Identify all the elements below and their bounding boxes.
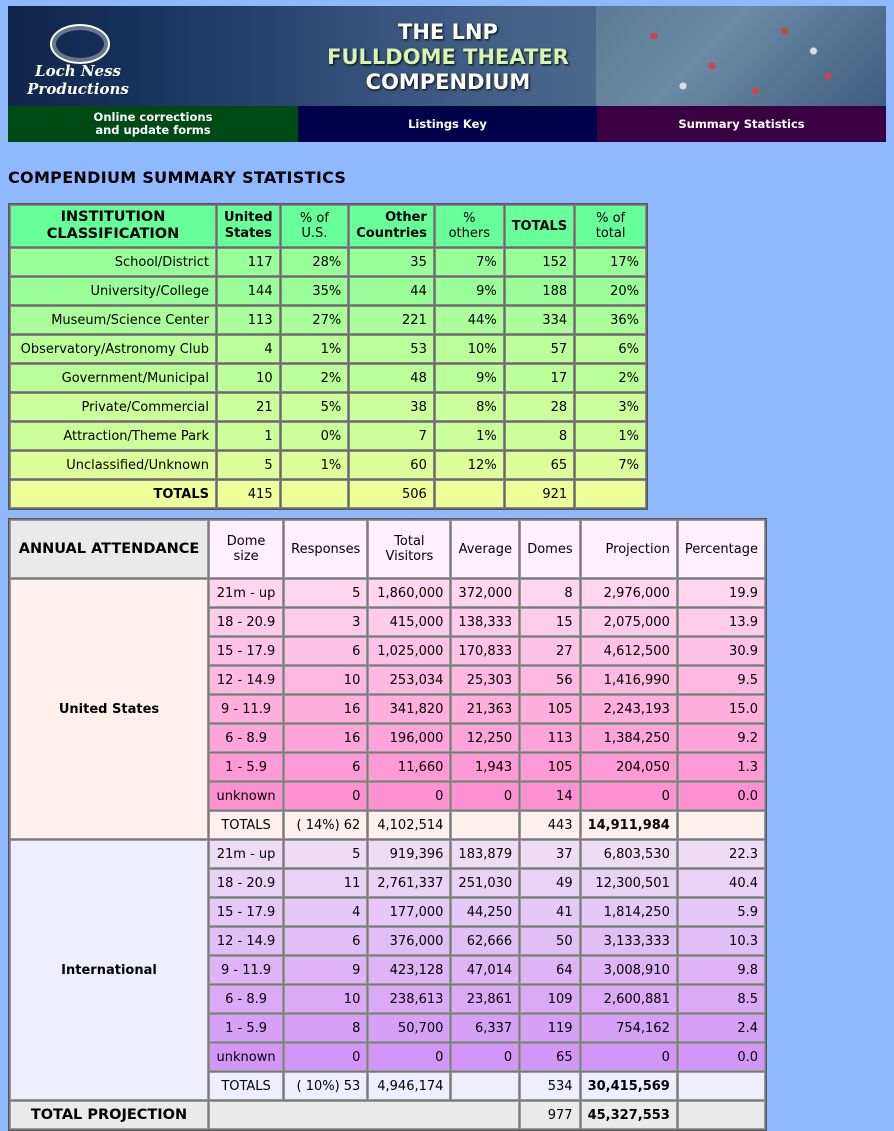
totals-label: TOTALS <box>209 1072 283 1100</box>
domes: 119 <box>520 1014 579 1042</box>
page-title: COMPENDIUM SUMMARY STATISTICS <box>8 168 347 187</box>
pct-total: 6% <box>575 335 646 363</box>
empty-cell <box>678 811 765 839</box>
us-count: 21 <box>217 393 280 421</box>
dome-size: 21m - up <box>209 840 283 868</box>
total-visitors: 919,396 <box>368 840 450 868</box>
header-us-line-1: United <box>224 210 273 225</box>
projection: 4,612,500 <box>581 637 677 665</box>
responses: 5 <box>284 840 367 868</box>
pct-other: 7% <box>435 248 504 276</box>
attendance-header-row <box>10 520 765 578</box>
pct-other: 8% <box>435 393 504 421</box>
dome-size: 15 - 17.9 <box>209 637 283 665</box>
projection: 2,976,000 <box>581 579 677 607</box>
header-dome-size: Dome size <box>209 520 283 578</box>
pct-us: 5% <box>281 393 349 421</box>
header-responses: Responses <box>284 520 367 578</box>
domes: 50 <box>520 927 579 955</box>
classification-label: Unclassified/Unknown <box>10 451 216 479</box>
projection: 3,133,333 <box>581 927 677 955</box>
dome-size: 6 - 8.9 <box>209 724 283 752</box>
classification-label: Private/Commercial <box>10 393 216 421</box>
grand-domes: 977 <box>520 1101 579 1129</box>
dome-size: 1 - 5.9 <box>209 753 283 781</box>
average: 251,030 <box>451 869 519 897</box>
projection-total: 30,415,569 <box>581 1072 677 1100</box>
total-count: 152 <box>505 248 575 276</box>
nav-corrections-line-2: and update forms <box>95 123 211 137</box>
domes: 64 <box>520 956 579 984</box>
percentage: 15.0 <box>678 695 765 723</box>
pct-total: 1% <box>575 422 646 450</box>
empty-cell <box>209 1101 519 1129</box>
average: 138,333 <box>451 608 519 636</box>
total-visitors: 0 <box>368 782 450 810</box>
responses: 16 <box>284 695 367 723</box>
loch-ness-logo[interactable] <box>18 18 138 98</box>
dome-size: 9 - 11.9 <box>209 695 283 723</box>
percentage: 8.5 <box>678 985 765 1013</box>
responses: 10 <box>284 985 367 1013</box>
projection: 2,243,193 <box>581 695 677 723</box>
pct-total: 36% <box>575 306 646 334</box>
pct-us: 0% <box>281 422 349 450</box>
header-projection: Projection <box>581 520 677 578</box>
grand-total: 921 <box>505 480 575 508</box>
total-count: 28 <box>505 393 575 421</box>
responses: 6 <box>284 637 367 665</box>
average: 0 <box>451 1043 519 1071</box>
header-other-countries <box>349 205 434 247</box>
projection: 6,803,530 <box>581 840 677 868</box>
other-count: 44 <box>349 277 434 305</box>
domes: 15 <box>520 608 579 636</box>
average: 47,014 <box>451 956 519 984</box>
other-count: 221 <box>349 306 434 334</box>
classification-row <box>10 364 646 392</box>
header-united-states <box>217 205 280 247</box>
average: 183,879 <box>451 840 519 868</box>
classification-row <box>10 451 646 479</box>
responses: 10 <box>284 666 367 694</box>
empty-cell <box>451 1072 519 1100</box>
projection: 12,300,501 <box>581 869 677 897</box>
responses: 16 <box>284 724 367 752</box>
responses-total: ( 10%) 53 <box>284 1072 367 1100</box>
empty-cell <box>281 480 349 508</box>
projection: 2,075,000 <box>581 608 677 636</box>
pct-other: 9% <box>435 277 504 305</box>
percentage: 9.2 <box>678 724 765 752</box>
dome-size: 1 - 5.9 <box>209 1014 283 1042</box>
projection: 3,008,910 <box>581 956 677 984</box>
pct-total: 7% <box>575 451 646 479</box>
total-count: 57 <box>505 335 575 363</box>
total-visitors: 341,820 <box>368 695 450 723</box>
domes: 105 <box>520 753 579 781</box>
percentage: 2.4 <box>678 1014 765 1042</box>
empty-cell <box>575 480 646 508</box>
total-projection-row <box>10 1101 765 1129</box>
classification-label: School/District <box>10 248 216 276</box>
visitors-total: 4,102,514 <box>368 811 450 839</box>
domes: 113 <box>520 724 579 752</box>
total-visitors: 1,860,000 <box>368 579 450 607</box>
average: 372,000 <box>451 579 519 607</box>
total-visitors: 1,025,000 <box>368 637 450 665</box>
header-percentage: Percentage <box>678 520 765 578</box>
us-count: 5 <box>217 451 280 479</box>
us-count: 144 <box>217 277 280 305</box>
percentage: 22.3 <box>678 840 765 868</box>
banner-title <box>308 20 588 95</box>
map-decoration <box>596 6 886 106</box>
responses: 6 <box>284 753 367 781</box>
percentage: 30.9 <box>678 637 765 665</box>
classification-row <box>10 422 646 450</box>
classification-row <box>10 248 646 276</box>
classification-label: Museum/Science Center <box>10 306 216 334</box>
percentage: 13.9 <box>678 608 765 636</box>
domes: 41 <box>520 898 579 926</box>
total-count: 188 <box>505 277 575 305</box>
pct-total: 2% <box>575 364 646 392</box>
pct-us: 1% <box>281 451 349 479</box>
us-count: 113 <box>217 306 280 334</box>
us-count: 4 <box>217 335 280 363</box>
visitors-total: 4,946,174 <box>368 1072 450 1100</box>
nessie-swirl-icon <box>50 24 110 64</box>
dome-size: 12 - 14.9 <box>209 927 283 955</box>
percentage: 9.5 <box>678 666 765 694</box>
dome-size: 15 - 17.9 <box>209 898 283 926</box>
percentage: 19.9 <box>678 579 765 607</box>
domes: 8 <box>520 579 579 607</box>
domes: 49 <box>520 869 579 897</box>
pct-us: 35% <box>281 277 349 305</box>
projection: 754,162 <box>581 1014 677 1042</box>
responses: 0 <box>284 1043 367 1071</box>
projection: 1,384,250 <box>581 724 677 752</box>
domes: 14 <box>520 782 579 810</box>
projection: 2,600,881 <box>581 985 677 1013</box>
pct-total: 17% <box>575 248 646 276</box>
header-pct-others: % others <box>435 205 504 247</box>
other-count: 53 <box>349 335 434 363</box>
empty-cell <box>451 811 519 839</box>
header-totals: TOTALS <box>505 205 575 247</box>
percentage: 9.8 <box>678 956 765 984</box>
percentage: 1.3 <box>678 753 765 781</box>
logo-line-1: Loch Ness <box>35 62 121 80</box>
us-total: 415 <box>217 480 280 508</box>
total-count: 8 <box>505 422 575 450</box>
responses: 5 <box>284 579 367 607</box>
nav-corrections-link[interactable] <box>8 106 298 142</box>
average: 62,666 <box>451 927 519 955</box>
total-visitors: 376,000 <box>368 927 450 955</box>
banner-title-line-2: FULLDOME THEATER <box>327 45 569 69</box>
average: 44,250 <box>451 898 519 926</box>
classification-row <box>10 335 646 363</box>
percentage: 5.9 <box>678 898 765 926</box>
dome-size: 18 - 20.9 <box>209 869 283 897</box>
total-projection-label: TOTAL PROJECTION <box>10 1101 208 1129</box>
domes-total: 534 <box>520 1072 579 1100</box>
domes: 27 <box>520 637 579 665</box>
projection: 1,814,250 <box>581 898 677 926</box>
dome-size: unknown <box>209 782 283 810</box>
other-count: 7 <box>349 422 434 450</box>
grand-projection: 45,327,553 <box>581 1101 677 1129</box>
domes: 65 <box>520 1043 579 1071</box>
percentage: 0.0 <box>678 782 765 810</box>
average: 21,363 <box>451 695 519 723</box>
domes: 109 <box>520 985 579 1013</box>
responses: 3 <box>284 608 367 636</box>
header-pct-us: % of U.S. <box>281 205 349 247</box>
responses: 0 <box>284 782 367 810</box>
pct-other: 44% <box>435 306 504 334</box>
pct-total: 3% <box>575 393 646 421</box>
logo-line-2: Productions <box>27 80 129 98</box>
us-count: 10 <box>217 364 280 392</box>
total-visitors: 415,000 <box>368 608 450 636</box>
total-visitors: 253,034 <box>368 666 450 694</box>
classification-label: Observatory/Astronomy Club <box>10 335 216 363</box>
total-visitors: 11,660 <box>368 753 450 781</box>
total-visitors: 238,613 <box>368 985 450 1013</box>
classification-table <box>8 203 648 510</box>
responses: 4 <box>284 898 367 926</box>
average: 25,303 <box>451 666 519 694</box>
site-banner <box>8 6 886 106</box>
header-other-line-2: Countries <box>356 226 427 241</box>
us-count: 1 <box>217 422 280 450</box>
pct-us: 28% <box>281 248 349 276</box>
header-average: Average <box>451 520 519 578</box>
nav-bar <box>8 106 886 142</box>
attendance-row <box>10 579 765 607</box>
pct-other: 12% <box>435 451 504 479</box>
dome-size: 18 - 20.9 <box>209 608 283 636</box>
total-visitors: 177,000 <box>368 898 450 926</box>
classification-label: University/College <box>10 277 216 305</box>
dome-size: 21m - up <box>209 579 283 607</box>
banner-title-line-1: THE LNP <box>398 20 498 44</box>
header-other-line-1: Other <box>385 210 427 225</box>
totals-label: TOTALS <box>209 811 283 839</box>
pct-us: 27% <box>281 306 349 334</box>
domes-total: 443 <box>520 811 579 839</box>
responses: 11 <box>284 869 367 897</box>
nav-listings-key-link[interactable]: Listings Key <box>298 106 597 142</box>
total-visitors: 0 <box>368 1043 450 1071</box>
responses: 6 <box>284 927 367 955</box>
nav-summary-statistics-link[interactable]: Summary Statistics <box>597 106 886 142</box>
responses-total: ( 14%) 62 <box>284 811 367 839</box>
classification-row <box>10 306 646 334</box>
dome-size: 12 - 14.9 <box>209 666 283 694</box>
empty-cell <box>678 1101 765 1129</box>
total-visitors: 50,700 <box>368 1014 450 1042</box>
header-total-visitors: Total Visitors <box>368 520 450 578</box>
responses: 8 <box>284 1014 367 1042</box>
classification-row <box>10 393 646 421</box>
header-label-line-2: CLASSIFICATION <box>46 226 180 242</box>
projection: 0 <box>581 782 677 810</box>
classification-totals-row <box>10 480 646 508</box>
other-count: 38 <box>349 393 434 421</box>
classification-label: Government/Municipal <box>10 364 216 392</box>
average: 12,250 <box>451 724 519 752</box>
classification-label: Attraction/Theme Park <box>10 422 216 450</box>
other-count: 60 <box>349 451 434 479</box>
header-domes: Domes <box>520 520 579 578</box>
other-count: 35 <box>349 248 434 276</box>
group-label-intl: International <box>10 840 208 1100</box>
projection: 204,050 <box>581 753 677 781</box>
attendance-row <box>10 840 765 868</box>
dome-size: 6 - 8.9 <box>209 985 283 1013</box>
classification-header-row <box>10 205 646 247</box>
header-institution-classification <box>10 205 216 247</box>
projection: 0 <box>581 1043 677 1071</box>
total-visitors: 196,000 <box>368 724 450 752</box>
pct-us: 1% <box>281 335 349 363</box>
total-count: 334 <box>505 306 575 334</box>
projection-total: 14,911,984 <box>581 811 677 839</box>
percentage: 10.3 <box>678 927 765 955</box>
header-pct-total: % of total <box>575 205 646 247</box>
other-total: 506 <box>349 480 434 508</box>
pct-other: 1% <box>435 422 504 450</box>
dome-size: unknown <box>209 1043 283 1071</box>
total-visitors: 423,128 <box>368 956 450 984</box>
total-visitors: 2,761,337 <box>368 869 450 897</box>
dome-size: 9 - 11.9 <box>209 956 283 984</box>
pct-us: 2% <box>281 364 349 392</box>
attendance-table <box>8 518 767 1131</box>
header-label-line-1: INSTITUTION <box>60 209 166 225</box>
pct-other: 10% <box>435 335 504 363</box>
other-count: 48 <box>349 364 434 392</box>
header-annual-attendance: ANNUAL ATTENDANCE <box>10 520 208 578</box>
projection: 1,416,990 <box>581 666 677 694</box>
pct-total: 20% <box>575 277 646 305</box>
empty-cell <box>435 480 504 508</box>
totals-label: TOTALS <box>10 480 216 508</box>
group-label-us: United States <box>10 579 208 839</box>
average: 0 <box>451 782 519 810</box>
domes: 105 <box>520 695 579 723</box>
average: 1,943 <box>451 753 519 781</box>
percentage: 40.4 <box>678 869 765 897</box>
domes: 37 <box>520 840 579 868</box>
average: 170,833 <box>451 637 519 665</box>
average: 23,861 <box>451 985 519 1013</box>
header-us-line-2: States <box>224 226 272 241</box>
domes: 56 <box>520 666 579 694</box>
percentage: 0.0 <box>678 1043 765 1071</box>
total-count: 17 <box>505 364 575 392</box>
responses: 9 <box>284 956 367 984</box>
classification-row <box>10 277 646 305</box>
empty-cell <box>678 1072 765 1100</box>
average: 6,337 <box>451 1014 519 1042</box>
total-count: 65 <box>505 451 575 479</box>
pct-other: 9% <box>435 364 504 392</box>
us-count: 117 <box>217 248 280 276</box>
banner-title-line-3: COMPENDIUM <box>365 70 531 94</box>
nav-corrections-line-1: Online corrections <box>93 110 213 124</box>
